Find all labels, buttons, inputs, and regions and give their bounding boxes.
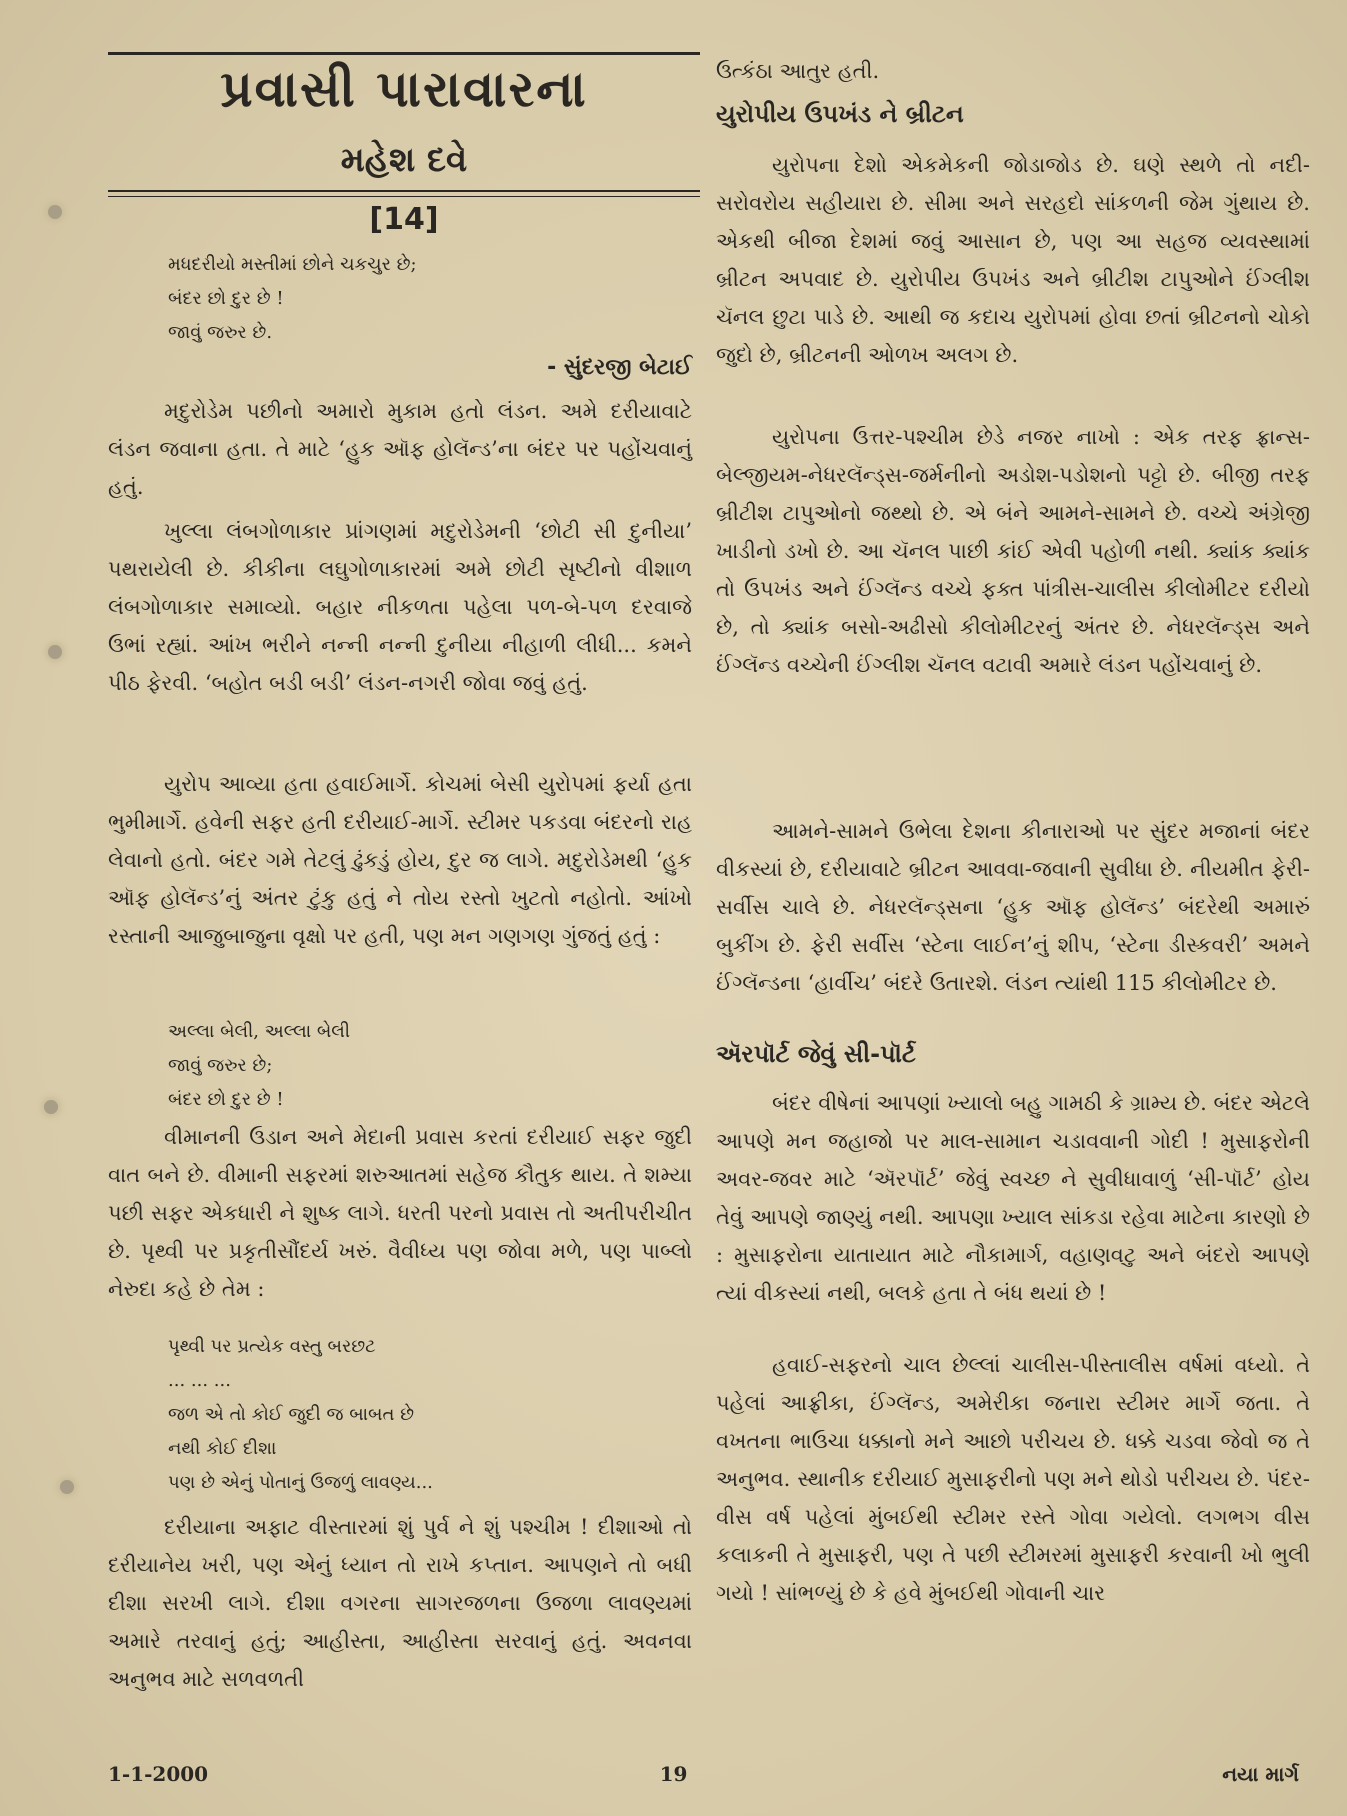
poem-attribution: - સુંદરજી બેટાઈ — [547, 355, 692, 380]
punch-hole — [48, 205, 62, 219]
poem-line: બંદર છો દુર છે ! — [168, 1089, 284, 1110]
punch-hole — [60, 1480, 74, 1494]
poem-line: પણ છે એનું પોતાનું ઉજળું લાવણ્ય... — [168, 1472, 433, 1493]
section-heading: ઍરપૉર્ટ જેવું સી-પૉર્ટ — [716, 1040, 916, 1068]
paragraph: આમને-સામને ઉભેલા દેશના કીનારાઓ પર સુંદર મજાનાં બંદર વીકસ્યાં છે, દરીયાવાટે બ્રીટન આવવા-જવાની સુવીધા છે. નીયમીત ફેરી-સર્વીસ ચાલે છે. નેધરલૅન્ડ્સના ‘હુક ઑફ હોલૅન્ડ’ બંદરેથી અમારું બુકીંગ છે. ફેરી સર્વીસ ‘સ્ટેના લાઈન’નું શીપ, ‘સ્ટેના ડીસ્કવરી’ અમને ઈંગ્લૅન્ડના ‘હાર્વીચ’ બંદરે ઉતારશે. લંડન ત્યાંથી 115 કીલોમીટર છે. — [716, 819, 1310, 995]
poem-line: નથી કોઈ દીશા — [168, 1438, 277, 1459]
chapter-number: [14] — [369, 202, 439, 237]
paragraph: બંદર વીષેનાં આપણાં ખ્યાલો બહુ ગામઠી કે ગ્રામ્ય છે. બંદર એટલે આપણે મન જહાજો પર માલ-સામાન ચડાવવાની ગોદી ! મુસાફરોની અવર-જવર માટે ‘ઍરપૉર્ટ’ જેવું સ્વચ્છ ને સુવીધાવાળું ‘સી-પૉર્ટ’ હોય તેવું આપણે જાણ્યું નથી. આપણા ખ્યાલ સાંકડા રહેવા માટેના કારણો છે : મુસાફરોના યાતાયાત માટે નૌકામાર્ગ, વહાણવટુ અને બંદરો આપણે ત્યાં વીકસ્યાં નથી, બલકે હતા તે બંધ થયાં છે ! — [716, 1091, 1310, 1305]
page-number: 19 — [659, 1762, 688, 1786]
poem-line: પૃથ્વી પર પ્રત્યેક વસ્તુ બરછટ — [168, 1336, 376, 1357]
article-title: પ્રવાસી પારાવારના — [220, 60, 588, 118]
punch-hole — [48, 645, 62, 659]
footer-date: 1-1-2000 — [108, 1762, 209, 1786]
poem-line: બંદર છો દુર છે ! — [168, 288, 284, 309]
paragraph: યુરોપના ઉત્તર-પશ્ચીમ છેડે નજર નાખો : એક તરફ ફ્રાન્સ-બેલ્જીયમ-નેધરલૅન્ડ્સ-જર્મનીનો અડોશ-પડોશનો પટ્ટો છે. બીજી તરફ બ્રીટીશ ટાપુઓનો જથ્થો છે. એ બંને આમને-સામને છે. વચ્ચે અંગ્રેજી ખાડીનો ડખો છે. આ ચૅનલ પાછી કાંઈ એવી પહોળી નથી. ક્યાંક ક્યાંક તો ઉપખંડ અને ઈંગ્લૅન્ડ વચ્ચે ફક્ત પાંત્રીસ-ચાલીસ કીલોમીટર દરીયો છે, તો ક્યાંક બસો-અઢીસો કીલોમીટરનું અંતર છે. નેધરલૅન્ડ્સ અને ઈંગ્લૅન્ડ વચ્ચેની ઈંગ્લીશ ચૅનલ વટાવી અમારે લંડન પહોંચવાનું છે. — [716, 425, 1310, 677]
paragraph: મદુરોડેમ પછીનો અમારો મુકામ હતો લંડન. અમે દરીયાવાટે લંડન જવાના હતા. તે માટે ‘હુક ઑફ હોલૅન્ડ’ના બંદર પર પહોંચવાનું હતું. — [108, 399, 692, 499]
article-author: મહેશ દવે — [340, 140, 468, 180]
epigraph-poem — [168, 248, 417, 350]
song-poem — [168, 1015, 350, 1117]
paragraph: દરીયાના અફાટ વીસ્તારમાં શું પુર્વ ને શું પશ્ચીમ ! દીશાઓ તો દરીયાનેય ખરી, પણ એનું ધ્યાન તો રાખે કપ્તાન. આપણને તો બધી દીશા સરખી લાગે. દીશા વગરના સાગરજળના ઉજળા લાવણ્યમાં અમારે તરવાનું હતું; આહીસ્તા, આહીસ્તા સરવાનું હતું. અવનવા અનુભવ માટે સળવળતી — [108, 1515, 692, 1691]
poem-line: જાવું જરુર છે. — [168, 322, 273, 343]
paragraph: હવાઈ-સફરનો ચાલ છેલ્લાં ચાલીસ-પીસ્તાલીસ વર્ષમાં વધ્યો. તે પહેલાં આફ્રીકા, ઈંગ્લૅન્ડ, અમેરીકા જનારા સ્ટીમર માર્ગે જતા. તે વખતના ભાઉચા ધક્કાનો મને આછો પરીચય છે. ધક્કે ચડવા જેવો જ તે અનુભવ. સ્થાનીક દરીયાઈ મુસાફરીનો પણ મને થોડો પરીચય છે. પંદર-વીસ વર્ષ પહેલાં મુંબઈથી સ્ટીમર રસ્તે ગોવા ગયેલો. લગભગ વીસ કલાકની તે મુસાફરી, પણ તે પછી સ્ટીમરમાં મુસાફરી કરવાની ખો ભુલી ગયો ! સાંભળ્યું છે કે હવે મુંબઈથી ગોવાની ચાર — [716, 1353, 1310, 1605]
paragraph: ખુલ્લા લંબગોળાકાર પ્રાંગણમાં મદુરોડેમની ‘છોટી સી દુનીયા’ પથરાયેલી છે. કીકીના લઘુગોળાકારમાં અમે છોટી સૃષ્ટીનો વીશાળ લંબગોળાકાર સમાવ્યો. બહાર નીકળતા પહેલા પળ-બે-પળ દરવાજે ઉભાં રહ્યાં. આંખ ભરીને નન્ની નન્ની દુનીયા નીહાળી લીધી... કમને પીઠ ફેરવી. ‘બહોત બડી બડી’ લંડન-નગરી જોવા જવું હતું. — [108, 519, 692, 695]
header-rule — [108, 196, 700, 197]
paragraph: વીમાનની ઉડાન અને મેદાની પ્રવાસ કરતાં દરીયાઈ સફર જુદી વાત બને છે. વીમાની સફરમાં શરુઆતમાં સહેજ કૌતુક થાય. તે શમ્યા પછી સફર એકધારી ને શુષ્ક લાગે. ધરતી પરનો પ્રવાસ તો અતીપરીચીત છે. પૃથ્વી પર પ્રકૃતીસૌંદર્ય ખરું. વૈવીધ્ય પણ જોવા મળે, પણ પાબ્લો નેરુદા કહે છે તેમ : — [108, 1125, 692, 1301]
poem-line: ... ... ... — [168, 1370, 231, 1391]
paragraph: યુરોપના દેશો એકમેકની જોડાજોડ છે. ઘણે સ્થળે તો નદી-સરોવરોય સહીયારા છે. સીમા અને સરહદો સાંકળની જેમ ગુંથાય છે. એકથી બીજા દેશમાં જવું આસાન છે, પણ આ સહજ વ્યવસ્થામાં બ્રીટન અપવાદ છે. યુરોપીય ઉપખંડ અને બ્રીટીશ ટાપુઓને ઈંગ્લીશ ચૅનલ છુટા પાડે છે. આથી જ કદાચ યુરોપમાં હોવા છતાં બ્રીટનનો ચોકો જુદો છે, બ્રીટનની ઓળખ અલગ છે. — [716, 153, 1310, 367]
header-rule — [108, 190, 700, 192]
header-rule — [108, 52, 700, 55]
magazine-name: નયા માર્ગ — [1222, 1762, 1299, 1786]
poem-line: અલ્લા બેલી, અલ્લા બેલી — [168, 1021, 351, 1042]
poem-line: મધદરીયો મસ્તીમાં છોને ચકચુર છે; — [168, 254, 417, 275]
neruda-poem — [168, 1330, 433, 1500]
paragraph: ઉત્કંઠા આતુર હતી. — [716, 59, 880, 83]
punch-hole — [44, 1100, 58, 1114]
section-heading: યુરોપીય ઉપખંડ ને બ્રીટન — [716, 100, 964, 128]
poem-line: જળ એ તો કોઈ જુદી જ બાબત છે — [168, 1404, 415, 1425]
paragraph: યુરોપ આવ્યા હતા હવાઈમાર્ગે. કોચમાં બેસી યુરોપમાં ફર્યા હતા ભુમીમાર્ગે. હવેની સફર હતી દરીયાઈ-માર્ગે. સ્ટીમર પકડવા બંદરનો રાહ લેવાનો હતો. બંદર ગમે તેટલું ઢુંકડું હોય, દુર જ લાગે. મદુરોડેમથી ‘હુક ઑફ હોલૅન્ડ’નું અંતર ટુંકુ હતું ને તોય રસ્તો ખુટતો નહોતો. આંખો રસ્તાની આજુબાજુના વૃક્ષો પર હતી, પણ મન ગણગણ ગુંજતું હતું : — [108, 772, 692, 948]
poem-line: જાવું જરુર છે; — [168, 1055, 273, 1076]
